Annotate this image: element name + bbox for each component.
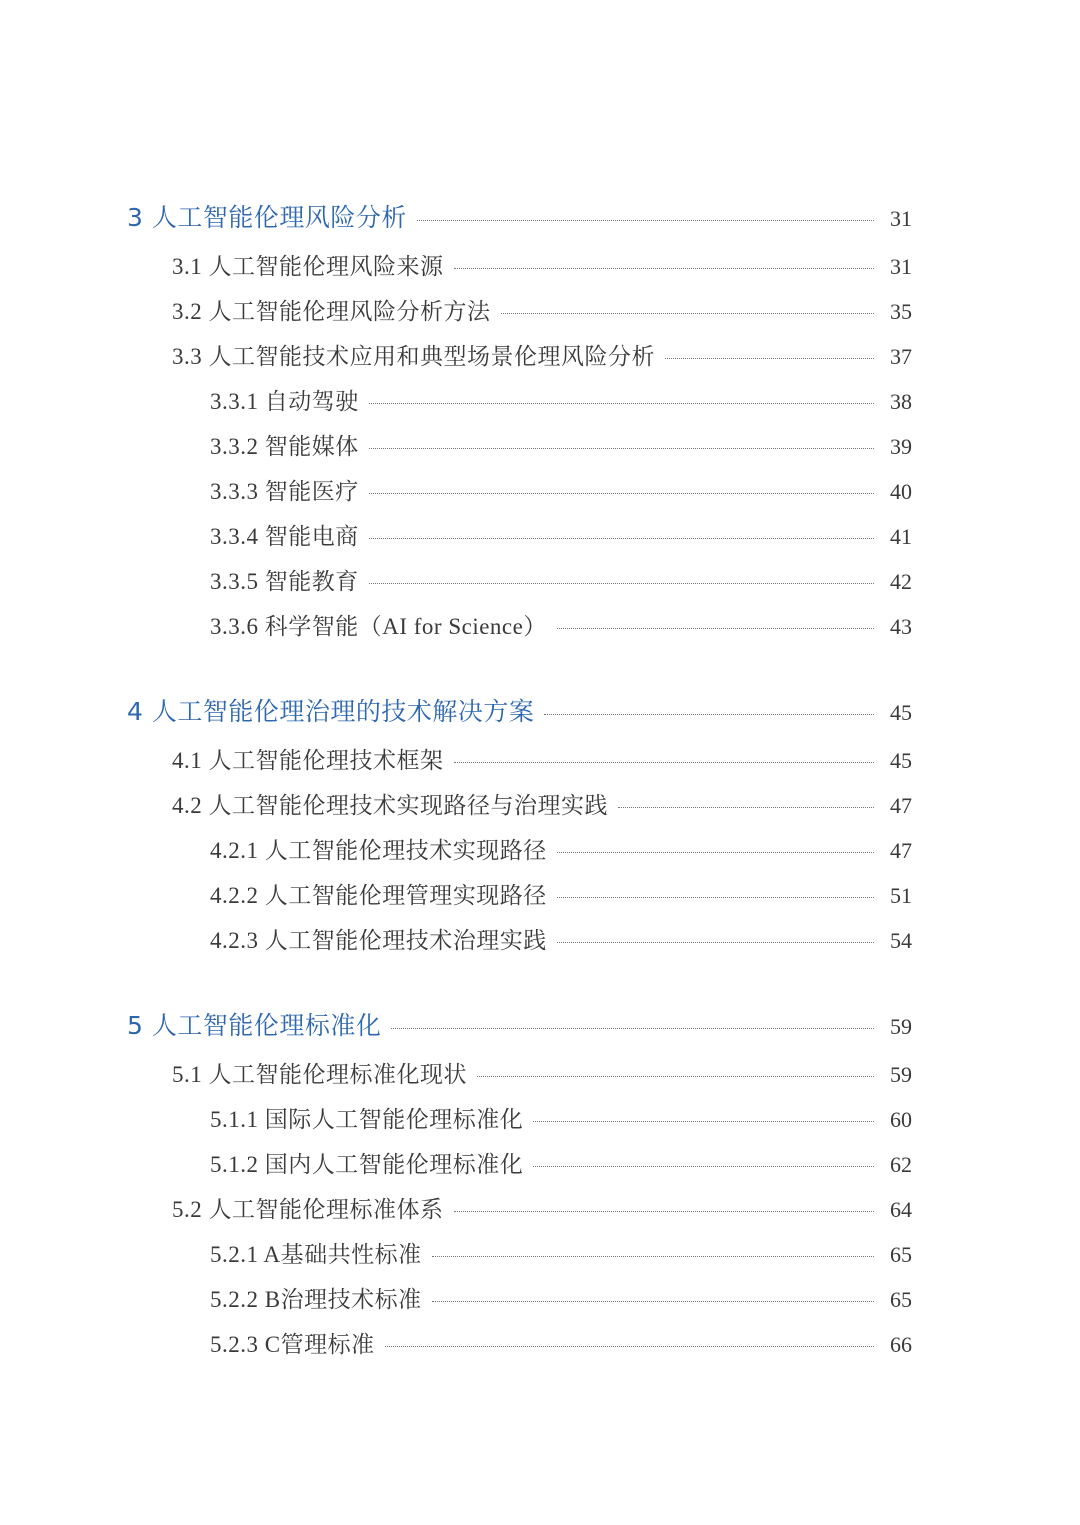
toc-entry-label: 5.2.1 A基础共性标准 bbox=[210, 1242, 422, 1267]
toc-entry-label: 5.1 人工智能伦理标准化现状 bbox=[172, 1062, 467, 1087]
dot-leader bbox=[432, 1301, 874, 1302]
toc-entry-page: 54 bbox=[890, 928, 912, 953]
toc-entry-5-2-1[interactable] bbox=[210, 1236, 912, 1276]
toc-entry-label: 5.1.1 国际人工智能伦理标准化 bbox=[210, 1107, 524, 1132]
toc-entry-label: 3.3.6 科学智能（AI for Science） bbox=[210, 614, 547, 639]
toc-entry-label: 4.1 人工智能伦理技术框架 bbox=[172, 748, 444, 773]
toc-entry-5-1[interactable] bbox=[172, 1056, 912, 1096]
toc-entry-page: 65 bbox=[890, 1242, 912, 1267]
toc-entry-label: 3.3.4 智能电商 bbox=[210, 524, 359, 549]
toc-entry-page: 42 bbox=[890, 569, 912, 594]
dot-leader bbox=[557, 942, 874, 943]
toc-entry-page: 51 bbox=[890, 883, 912, 908]
toc-entry-label: 3.3.2 智能媒体 bbox=[210, 434, 359, 459]
toc-entry-page: 47 bbox=[890, 793, 912, 818]
toc-entry-4-1[interactable] bbox=[172, 742, 912, 782]
dot-leader bbox=[369, 538, 874, 539]
dot-leader bbox=[533, 1166, 874, 1167]
toc-entry-page: 47 bbox=[890, 838, 912, 863]
toc-entry-4-2[interactable] bbox=[172, 787, 912, 827]
toc-entry-4-2-1[interactable] bbox=[210, 832, 912, 872]
dot-leader bbox=[369, 583, 874, 584]
dot-leader bbox=[544, 714, 874, 715]
toc-entry-4-2-3[interactable] bbox=[210, 922, 912, 962]
dot-leader bbox=[432, 1256, 874, 1257]
toc-entry-label: 4.2.2 人工智能伦理管理实现路径 bbox=[210, 883, 547, 908]
toc-entry-5-1-1[interactable] bbox=[210, 1101, 912, 1141]
toc-entry-page: 40 bbox=[890, 479, 912, 504]
dot-leader bbox=[477, 1076, 874, 1077]
dot-leader bbox=[369, 493, 874, 494]
toc-entry-page: 35 bbox=[890, 299, 912, 324]
toc-entry-page: 66 bbox=[890, 1332, 912, 1357]
toc-entry-label: 3.3.3 智能医疗 bbox=[210, 479, 359, 504]
toc-entry-5-2-2[interactable] bbox=[210, 1281, 912, 1321]
toc-entry-label: 3 人工智能伦理风险分析 bbox=[127, 203, 407, 232]
toc-entry-label: 5.2 人工智能伦理标准体系 bbox=[172, 1197, 444, 1222]
toc-entry-page: 45 bbox=[890, 700, 912, 725]
dot-leader bbox=[417, 220, 874, 221]
dot-leader bbox=[557, 852, 874, 853]
toc-entry-label: 3.2 人工智能伦理风险分析方法 bbox=[172, 299, 491, 324]
toc-entry-3-1[interactable] bbox=[172, 248, 912, 288]
toc-entry-page: 39 bbox=[890, 434, 912, 459]
toc-entry-5[interactable] bbox=[127, 1006, 912, 1046]
toc-entry-label: 3.3.5 智能教育 bbox=[210, 569, 359, 594]
toc-entry-label: 4 人工智能伦理治理的技术解决方案 bbox=[127, 697, 535, 726]
toc-entry-page: 64 bbox=[890, 1197, 912, 1222]
toc-entry-3-3[interactable] bbox=[172, 338, 912, 378]
dot-leader bbox=[391, 1028, 874, 1029]
toc-entry-page: 37 bbox=[890, 344, 912, 369]
dot-leader bbox=[385, 1346, 874, 1347]
toc-entry-page: 60 bbox=[890, 1107, 912, 1132]
toc-entry-3-3-3[interactable] bbox=[210, 473, 912, 513]
toc-entry-label: 3.3 人工智能技术应用和典型场景伦理风险分析 bbox=[172, 344, 655, 369]
toc-entry-page: 65 bbox=[890, 1287, 912, 1312]
toc-entry-4-2-2[interactable] bbox=[210, 877, 912, 917]
toc-entry-page: 59 bbox=[890, 1014, 912, 1039]
toc-entry-page: 31 bbox=[890, 206, 912, 231]
dot-leader bbox=[369, 403, 874, 404]
toc-entry-page: 31 bbox=[890, 254, 912, 279]
toc-entry-label: 5.2.2 B治理技术标准 bbox=[210, 1287, 422, 1312]
dot-leader bbox=[501, 313, 875, 314]
toc-entry-5-2[interactable] bbox=[172, 1191, 912, 1231]
toc-entry-3[interactable] bbox=[127, 198, 912, 238]
toc-entry-3-3-2[interactable] bbox=[210, 428, 912, 468]
toc-entry-3-3-5[interactable] bbox=[210, 563, 912, 603]
toc-entry-label: 4.2.1 人工智能伦理技术实现路径 bbox=[210, 838, 547, 863]
dot-leader bbox=[369, 448, 874, 449]
toc-entry-3-3-6[interactable] bbox=[210, 608, 912, 648]
dot-leader bbox=[454, 1211, 875, 1212]
toc-entry-3-3-1[interactable] bbox=[210, 383, 912, 423]
toc-entry-label: 3.3.1 自动驾驶 bbox=[210, 389, 359, 414]
toc-entry-3-2[interactable] bbox=[172, 293, 912, 333]
toc-entry-label: 5 人工智能伦理标准化 bbox=[127, 1011, 382, 1040]
dot-leader bbox=[618, 807, 874, 808]
toc-entry-label: 4.2 人工智能伦理技术实现路径与治理实践 bbox=[172, 793, 608, 818]
dot-leader bbox=[454, 762, 875, 763]
toc-entry-3-3-4[interactable] bbox=[210, 518, 912, 558]
toc-entry-label: 4.2.3 人工智能伦理技术治理实践 bbox=[210, 928, 547, 953]
dot-leader bbox=[454, 268, 875, 269]
toc-entry-label: 5.2.3 C管理标准 bbox=[210, 1332, 375, 1357]
dot-leader bbox=[533, 1121, 874, 1122]
toc-entry-page: 41 bbox=[890, 524, 912, 549]
toc-entry-5-2-3[interactable] bbox=[210, 1326, 912, 1366]
toc-entry-page: 43 bbox=[890, 614, 912, 639]
toc-entry-page: 62 bbox=[890, 1152, 912, 1177]
dot-leader bbox=[665, 358, 874, 359]
toc-entry-page: 38 bbox=[890, 389, 912, 414]
toc-entry-label: 3.1 人工智能伦理风险来源 bbox=[172, 254, 444, 279]
dot-leader bbox=[557, 897, 874, 898]
dot-leader bbox=[557, 628, 874, 629]
toc-entry-page: 45 bbox=[890, 748, 912, 773]
toc-entry-4[interactable] bbox=[127, 692, 912, 732]
toc-entry-5-1-2[interactable] bbox=[210, 1146, 912, 1186]
toc-entry-label: 5.1.2 国内人工智能伦理标准化 bbox=[210, 1152, 524, 1177]
toc-entry-page: 59 bbox=[890, 1062, 912, 1087]
